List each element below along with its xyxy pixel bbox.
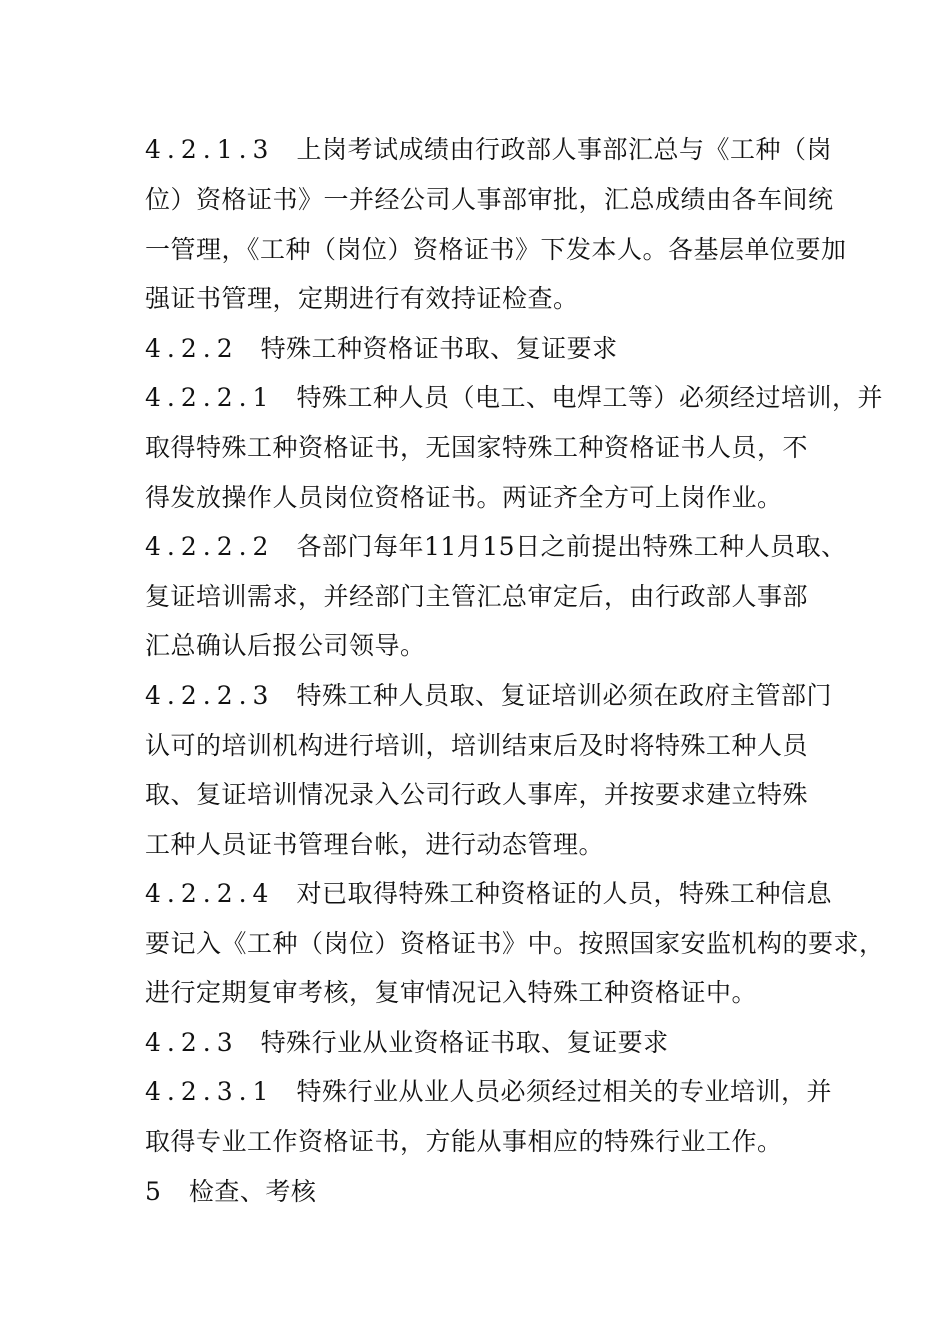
line-text: 要记入《工种（岗位）资格证书》中。按照国家安监机构的要求， (145, 929, 885, 958)
line-text: 特殊行业从业人员必须经过相关的专业培训，并 (296, 1077, 832, 1106)
paragraph-line (145, 1072, 845, 1112)
paragraph-line (145, 279, 845, 319)
line-text: 汇总确认后报公司领导。 (145, 631, 426, 660)
section-heading (145, 329, 845, 369)
line-text: 工种人员证书管理台帐，进行动态管理。 (145, 830, 605, 859)
paragraph-line (145, 726, 845, 766)
line-text: 各部门每年11月15日之前提出特殊工种人员取、 (296, 532, 847, 561)
line-text: 强证书管理，定期进行有效持证检查。 (145, 284, 579, 313)
paragraph-line (145, 626, 845, 666)
paragraph-line (145, 874, 845, 914)
paragraph-line (145, 428, 845, 468)
line-text: 检查、考核 (188, 1177, 317, 1206)
clause-number: 4.2.2.3 (145, 681, 275, 710)
line-text: 取、复证培训情况录入公司行政人事库，并按要求建立特殊 (145, 780, 809, 809)
paragraph-line (145, 527, 845, 567)
clause-number: 4.2.1.3 (145, 135, 275, 164)
paragraph-line (145, 230, 845, 270)
line-text: 特殊工种人员（电工、电焊工等）必须经过培训，并 (296, 383, 883, 412)
line-text: 进行定期复审考核，复审情况记入特殊工种资格证中。 (145, 978, 758, 1007)
chapter-heading (145, 1172, 845, 1212)
paragraph-line (145, 478, 845, 518)
line-text: 特殊行业从业资格证书取、复证要求 (260, 1028, 669, 1057)
line-text: 得发放操作人员岗位资格证书。两证齐全方可上岗作业。 (145, 483, 783, 512)
clause-number: 4.2.2.1 (145, 383, 275, 412)
clause-number: 4.2.2.2 (145, 532, 275, 561)
clause-number: 5 (145, 1177, 167, 1206)
clause-number: 4.2.2.4 (145, 879, 275, 908)
line-text: 认可的培训机构进行培训，培训结束后及时将特殊工种人员 (145, 731, 809, 760)
line-text: 对已取得特殊工种资格证的人员，特殊工种信息 (296, 879, 832, 908)
paragraph-line (145, 775, 845, 815)
paragraph-line (145, 825, 845, 865)
line-text: 特殊工种资格证书取、复证要求 (260, 334, 618, 363)
clause-number: 4.2.2 (145, 334, 239, 363)
paragraph-line (145, 130, 845, 170)
line-text: 取得专业工作资格证书，方能从事相应的特殊行业工作。 (145, 1127, 783, 1156)
paragraph-line (145, 577, 845, 617)
paragraph-line (145, 1122, 845, 1162)
line-text: 复证培训需求，并经部门主管汇总审定后，由行政部人事部 (145, 582, 809, 611)
clause-number: 4.2.3.1 (145, 1077, 275, 1106)
clause-number: 4.2.3 (145, 1028, 239, 1057)
paragraph-line (145, 378, 883, 418)
section-heading (145, 1023, 845, 1063)
paragraph-line (145, 973, 845, 1013)
paragraph-line (145, 676, 845, 716)
line-text: 位）资格证书》一并经公司人事部审批，汇总成绩由各车间统 (145, 185, 834, 214)
line-text: 上岗考试成绩由行政部人事部汇总与《工种（岗 (296, 135, 832, 164)
paragraph-line (145, 180, 845, 220)
line-text: 特殊工种人员取、复证培训必须在政府主管部门 (296, 681, 832, 710)
paragraph-line (145, 924, 885, 964)
line-text: 一管理，《工种（岗位）资格证书》下发本人。各基层单位要加 (145, 235, 847, 264)
line-text: 取得特殊工种资格证书，无国家特殊工种资格证书人员，不 (145, 433, 809, 462)
